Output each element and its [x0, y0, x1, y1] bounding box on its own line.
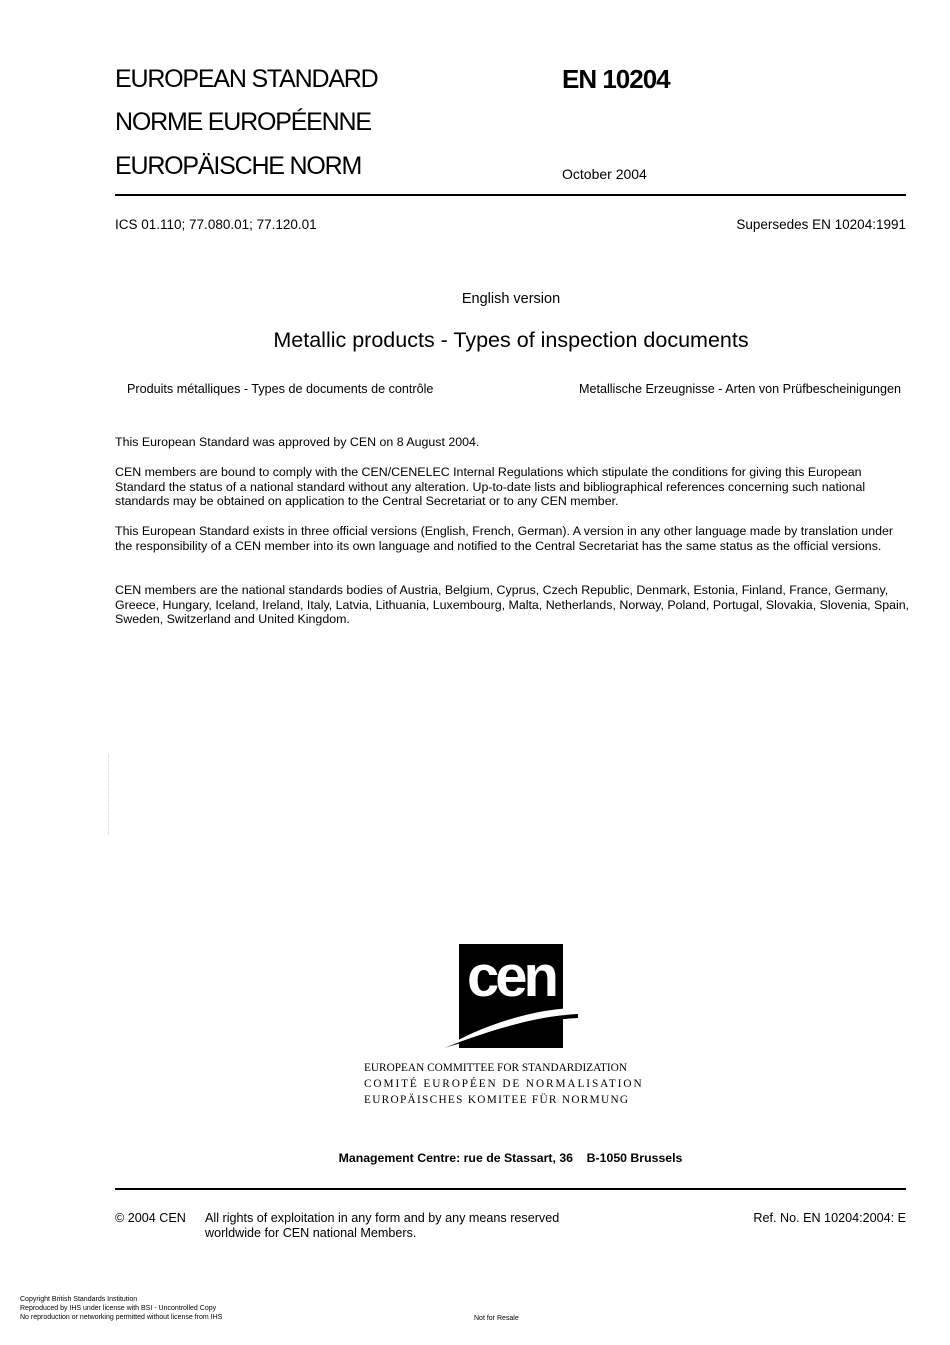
not-for-resale-label: Not for Resale	[474, 1315, 519, 1322]
committee-name-english: EUROPEAN COMMITTEE FOR STANDARDIZATION	[364, 1062, 627, 1074]
cen-logo	[440, 942, 580, 1050]
ics-codes: ICS 01.110; 77.080.01; 77.120.01	[115, 217, 317, 232]
watermark-line: Copyright British Standards Institution	[20, 1296, 138, 1303]
language-version: English version	[461, 291, 561, 307]
committee-name-german: EUROPÄISCHES KOMITEE FÜR NORMUNG	[364, 1094, 630, 1106]
cen-logo-text: cen	[467, 944, 555, 1009]
regulations-paragraph: CEN members are bound to comply with the CEN/CENELEC Internal Regulations which stipulate the conditions for giving this European Standard the status of a national standard without any alteration. Up-to-date lists and bibliographical references concerning such national standards may be obtained on application to the Central Secretariat or to any CEN member.	[115, 465, 866, 509]
management-centre-address: Management Centre: rue de Stassart, 36 B-1050 Brussels	[338, 1151, 683, 1165]
standard-number: EN 10204	[562, 64, 670, 94]
document-title: Metallic products - Types of inspection documents	[273, 328, 749, 352]
reference-number: Ref. No. EN 10204:2004: E	[753, 1211, 906, 1225]
standard-title-german: EUROPÄISCHE NORM	[115, 152, 362, 180]
supersedes-note: Supersedes EN 10204:1991	[736, 217, 906, 232]
copyright-notice: © 2004 CEN	[115, 1211, 186, 1225]
french-title: Produits métalliques - Types de documents de contrôle	[127, 382, 434, 396]
standard-title-english: EUROPEAN STANDARD	[115, 65, 378, 93]
committee-name-french: COMITÉ EUROPÉEN DE NORMALISATION	[364, 1078, 644, 1090]
side-scan-mark	[108, 755, 110, 835]
approval-paragraph: This European Standard was approved by CEN on 8 August 2004.	[115, 435, 480, 449]
german-title: Metallische Erzeugnisse - Arten von Prüfbescheinigungen	[578, 382, 901, 396]
rights-statement: All rights of exploitation in any form and by any means reserved worldwide for CEN national Members.	[205, 1211, 560, 1240]
members-paragraph: CEN members are the national standards bodies of Austria, Belgium, Cyprus, Czech Republic, Denmark, Estonia, Finland, France, Germany, Greece, Hungary, Iceland, Ireland, Italy, Latvia, Lithuania, Luxembourg, Malta, Netherlands, Norway, Poland, Portugal, Slovakia, Slovenia, Spain, Sweden, Switzerland and United Kingdom.	[115, 583, 910, 627]
standard-title-french: NORME EUROPÉENNE	[115, 108, 371, 136]
versions-paragraph: This European Standard exists in three official versions (English, French, German). A version in any other language made by translation under the responsibility of a CEN member into its own language and notified to the Central Secretariat has the same status as the official versions.	[115, 524, 894, 553]
header-rule	[115, 194, 906, 196]
watermark-line: Reproduced by IHS under license with BSI - Uncontrolled Copy	[20, 1305, 217, 1312]
publication-date: October 2004	[562, 166, 647, 182]
footer-rule	[115, 1188, 906, 1190]
watermark-line: No reproduction or networking permitted without license from IHS	[20, 1314, 223, 1321]
